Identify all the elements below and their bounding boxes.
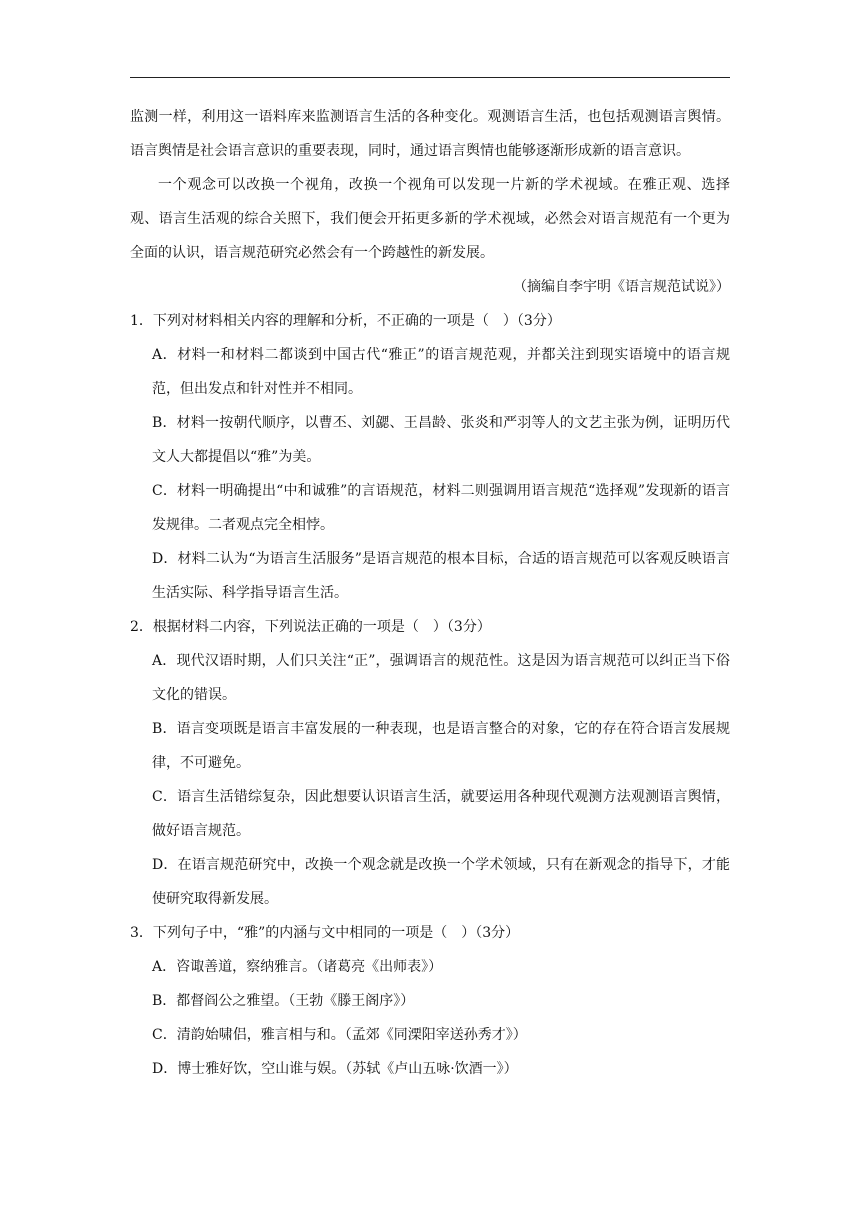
option-a: A．材料一和材料二都谈到中国古代“雅正”的语言规范观，并都关注到现实语境中的语言规范，但出发点和针对性并不相同。: [152, 347, 730, 397]
option-b: B．都督阎公之雅望。（王勃《滕王阁序》）: [152, 993, 415, 1009]
question-stem: 1．下列对材料相关内容的理解和分析，不正确的一项是（ ）（3分）: [130, 313, 561, 329]
option-d: D．材料二认为“为语言生活服务”是语言规范的根本目标，合适的语言规范可以客观反映语言生活实际、科学指导语言生活。: [152, 551, 730, 601]
header-rule: [130, 77, 730, 78]
question-2: [130, 610, 730, 916]
passage-source: （摘编自李宇明《语言规范试说》）: [513, 279, 730, 295]
option-c: C．材料一明确提出“中和诚雅”的言语规范，材料二则强调用语言规范“选择观”发现新的语言发规律。二者观点完全相悖。: [152, 483, 730, 533]
option-b: B．材料一按朝代顺序，以曹丕、刘勰、王昌龄、张炎和严羽等人的文艺主张为例，证明历代文人大都提倡以“雅”为美。: [152, 415, 730, 465]
passage-paragraph-1: 监测一样，利用这一语料库来监测语言生活的各种变化。观测语言生活，也包括观测语言舆情。语言舆情是社会语言意识的重要表现，同时，通过语言舆情也能够逐渐形成新的语言意识。: [130, 109, 730, 159]
passage-paragraph-2: 一个观念可以改换一个视角，改换一个视角可以发现一片新的学术视域。在雅正观、选择观、语言生活观的综合关照下，我们便会开拓更多新的学术视域，必然会对语言规范有一个更为全面的认识，语言规范研究必然会有一个跨越性的新发展。: [130, 177, 730, 261]
document-body: [130, 100, 730, 1086]
option-d: D．博士雅好饮，空山谁与娱。（苏轼《卢山五咏·饮酒一》）: [152, 1061, 518, 1077]
option-c: C．语言生活错综复杂，因此想要认识语言生活，就要运用各种现代观测方法观测语言舆情，做好语言规范。: [152, 789, 730, 839]
option-a: A．现代汉语时期，人们只关注“正”，强调语言的规范性。这是因为语言规范可以纠正当下俗文化的错误。: [152, 653, 730, 703]
option-b: B．语言变项既是语言丰富发展的一种表现，也是语言整合的对象，它的存在符合语言发展规律，不可避免。: [152, 721, 730, 771]
option-c: C．清韵始啸侣，雅言相与和。（孟郊《同溧阳宰送孙秀才》）: [152, 1027, 527, 1043]
option-d: D．在语言规范研究中，改换一个观念就是改换一个学术领域，只有在新观念的指导下，才能使研究取得新发展。: [152, 857, 730, 907]
question-3: [130, 916, 730, 1086]
option-a: A．咨诹善道，察纳雅言。（诸葛亮《出师表》）: [152, 959, 443, 975]
question-stem: 2．根据材料二内容，下列说法正确的一项是（ ）（3分）: [130, 619, 491, 635]
question-stem: 3．下列句子中，“雅”的内涵与文中相同的一项是（ ）（3分）: [130, 925, 520, 941]
question-1: [130, 304, 730, 610]
